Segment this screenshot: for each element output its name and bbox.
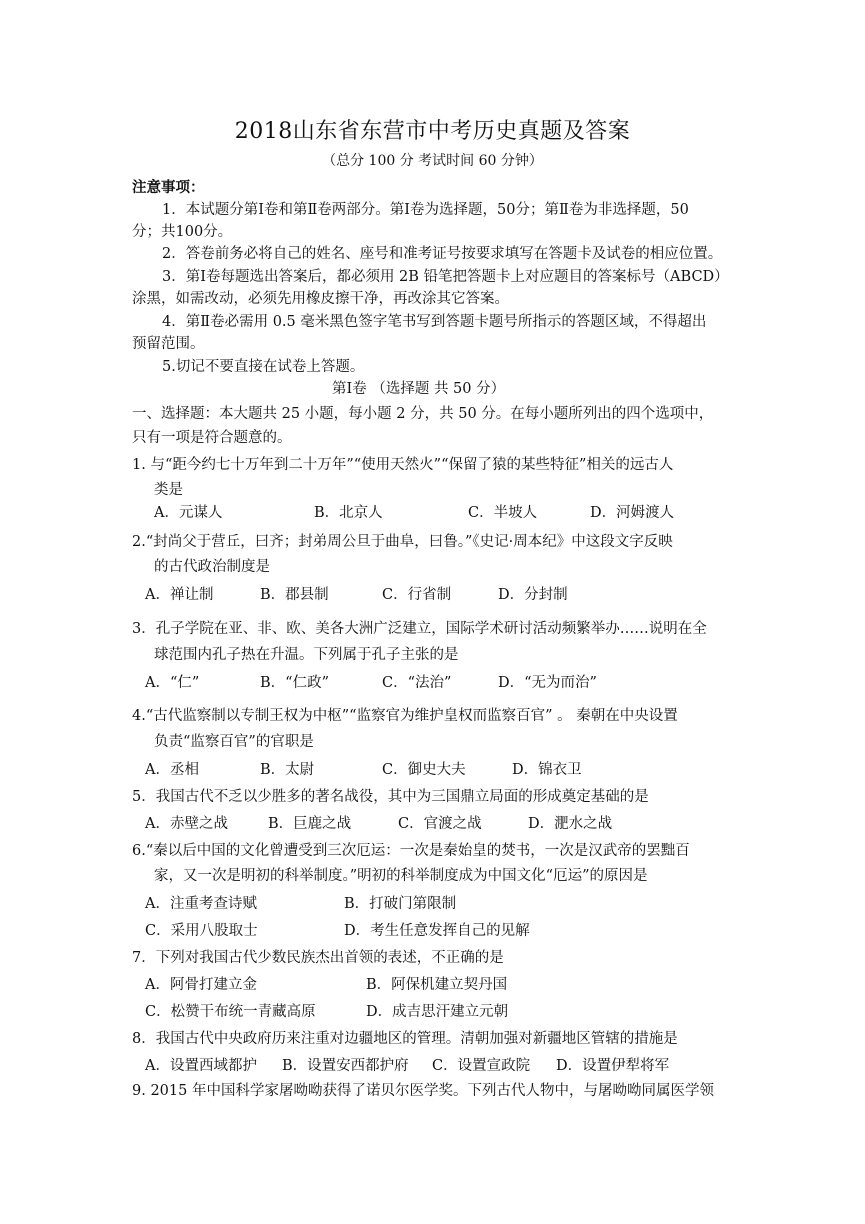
notice-line: 5.切记不要直接在试卷上答题。 bbox=[162, 359, 365, 375]
question-stem: 9. 2015 年中国科学家屠呦呦获得了诺贝尔医学奖。下列古代人物中，与屠呦呦同属医学领 bbox=[132, 1083, 714, 1099]
option-a: A．丞相 bbox=[145, 762, 199, 778]
option-d: D．成吉思汗建立元朝 bbox=[366, 1004, 509, 1020]
question-stem: 负责“监察百官”的官职是 bbox=[154, 734, 314, 750]
option-a: A．元谋人 bbox=[154, 505, 223, 521]
option-c: C．官渡之战 bbox=[398, 816, 482, 832]
option-d: D．锦衣卫 bbox=[512, 762, 582, 778]
option-c: C．行省制 bbox=[382, 587, 452, 603]
option-c: C．设置宣政院 bbox=[432, 1058, 531, 1074]
question-stem: 5．我国古代不乏以少胜多的著名战役，其中为三国鼎立局面的形成奠定基础的是 bbox=[132, 789, 649, 805]
option-a: A．“仁” bbox=[145, 675, 200, 691]
question-stem: 3．孔子学院在亚、非、欧、美各大洲广泛建立，国际学术研讨活动频繁举办……说明在全 bbox=[132, 621, 707, 637]
notice-heading: 注意事项： bbox=[132, 179, 205, 196]
option-a: A．禅让制 bbox=[145, 587, 214, 603]
option-b: B．阿保机建立契丹国 bbox=[366, 977, 508, 993]
option-d: D．“无为而治” bbox=[498, 675, 597, 691]
notice-line: 预留范围。 bbox=[132, 336, 205, 352]
question-stem: 的古代政治制度是 bbox=[154, 559, 270, 575]
option-a: A．赤壁之战 bbox=[145, 816, 228, 832]
option-a: A．阿骨打建立金 bbox=[145, 977, 257, 993]
option-a: A．设置西域都护 bbox=[145, 1058, 257, 1074]
question-stem: 6.“秦以后中国的文化曾遭受到三次厄运：一次是秦始皇的焚书，一次是汉武帝的罢黜百 bbox=[132, 843, 690, 859]
question-stem: 2.“封尚父于营丘，曰齐；封弟周公旦于曲阜，曰鲁。”《史记·周本纪》中这段文字反映 bbox=[132, 534, 673, 550]
question-stem: 7．下列对我国古代少数民族杰出首领的表述，不正确的是 bbox=[132, 950, 504, 966]
question-stem: 家，又一次是明初的科举制度。”明初的科举制度成为中国文化“厄运”的原因是 bbox=[154, 868, 648, 884]
notice-line: 3．第Ⅰ卷每题选出答案后，都必须用 2B 铅笔把答题卡上对应题目的答案标号（ABCD） bbox=[162, 269, 729, 285]
option-d: D．分封制 bbox=[498, 587, 568, 603]
notice-line: 分；共100分。 bbox=[132, 224, 233, 240]
option-d: D．设置伊犁将军 bbox=[556, 1058, 670, 1074]
question-stem: 4.“古代监察制以专制王权为中枢”“监察官为维护皇权而监察百官” 。 秦朝在中央设置 bbox=[132, 708, 678, 724]
option-b: B．北京人 bbox=[314, 505, 383, 521]
page-subtitle: （总分 100 分 考试时间 60 分钟） bbox=[322, 153, 543, 169]
option-b: B．“仁政” bbox=[260, 675, 329, 691]
section-intro: 只有一项是符合题意的。 bbox=[132, 430, 292, 446]
option-d: D．考生任意发挥自己的见解 bbox=[344, 923, 530, 939]
option-c: C．采用八股取士 bbox=[145, 923, 258, 939]
notice-line: 4．第Ⅱ卷必需用 0.5 毫米黑色签字笔书写到答题卡题号所指示的答题区域，不得超出 bbox=[162, 314, 707, 330]
question-stem: 1. 与“距今约七十万年到二十万年”“使用天然火”“保留了猿的某些特征”相关的远古人 bbox=[132, 457, 674, 473]
question-stem: 类是 bbox=[154, 482, 183, 498]
option-b: B．太尉 bbox=[260, 762, 315, 778]
question-stem: 球范围内孔子热在升温。下列属于孔子主张的是 bbox=[154, 647, 459, 663]
page-title: 2018山东省东营市中考历史真题及答案 bbox=[234, 119, 631, 144]
option-c: C．“法治” bbox=[382, 675, 452, 691]
option-c: C．半坡人 bbox=[468, 505, 538, 521]
option-c: C．松赞干布统一青藏高原 bbox=[145, 1004, 316, 1020]
notice-line: 涂黑，如需改动，必须先用橡皮擦干净，再改涂其它答案。 bbox=[132, 291, 509, 307]
section-intro: 一、选择题：本大题共 25 小题，每小题 2 分，共 50 分。在每小题所列出的四个选项中， bbox=[132, 406, 714, 422]
option-b: B．设置安西都护府 bbox=[282, 1058, 409, 1074]
option-c: C．御史大夫 bbox=[382, 762, 466, 778]
option-b: B．巨鹿之战 bbox=[268, 816, 352, 832]
question-stem: 8．我国古代中央政府历来注重对边疆地区的管理。清朝加强对新疆地区管辖的措施是 bbox=[132, 1031, 678, 1047]
option-b: B．郡县制 bbox=[260, 587, 329, 603]
option-d: D．淝水之战 bbox=[528, 816, 613, 832]
notice-line: 2．答卷前务必将自己的姓名、座号和准考证号按要求填写在答题卡及试卷的相应位置。 bbox=[162, 246, 723, 262]
option-a: A．注重考查诗赋 bbox=[145, 896, 257, 912]
option-b: B．打破门第限制 bbox=[344, 896, 457, 912]
notice-line: 1．本试题分第Ⅰ卷和第Ⅱ卷两部分。第Ⅰ卷为选择题，50分；第Ⅱ卷为非选择题，50 bbox=[162, 202, 689, 218]
section-title: 第Ⅰ卷 （选择题 共 50 分） bbox=[332, 381, 506, 397]
option-d: D．河姆渡人 bbox=[590, 505, 675, 521]
